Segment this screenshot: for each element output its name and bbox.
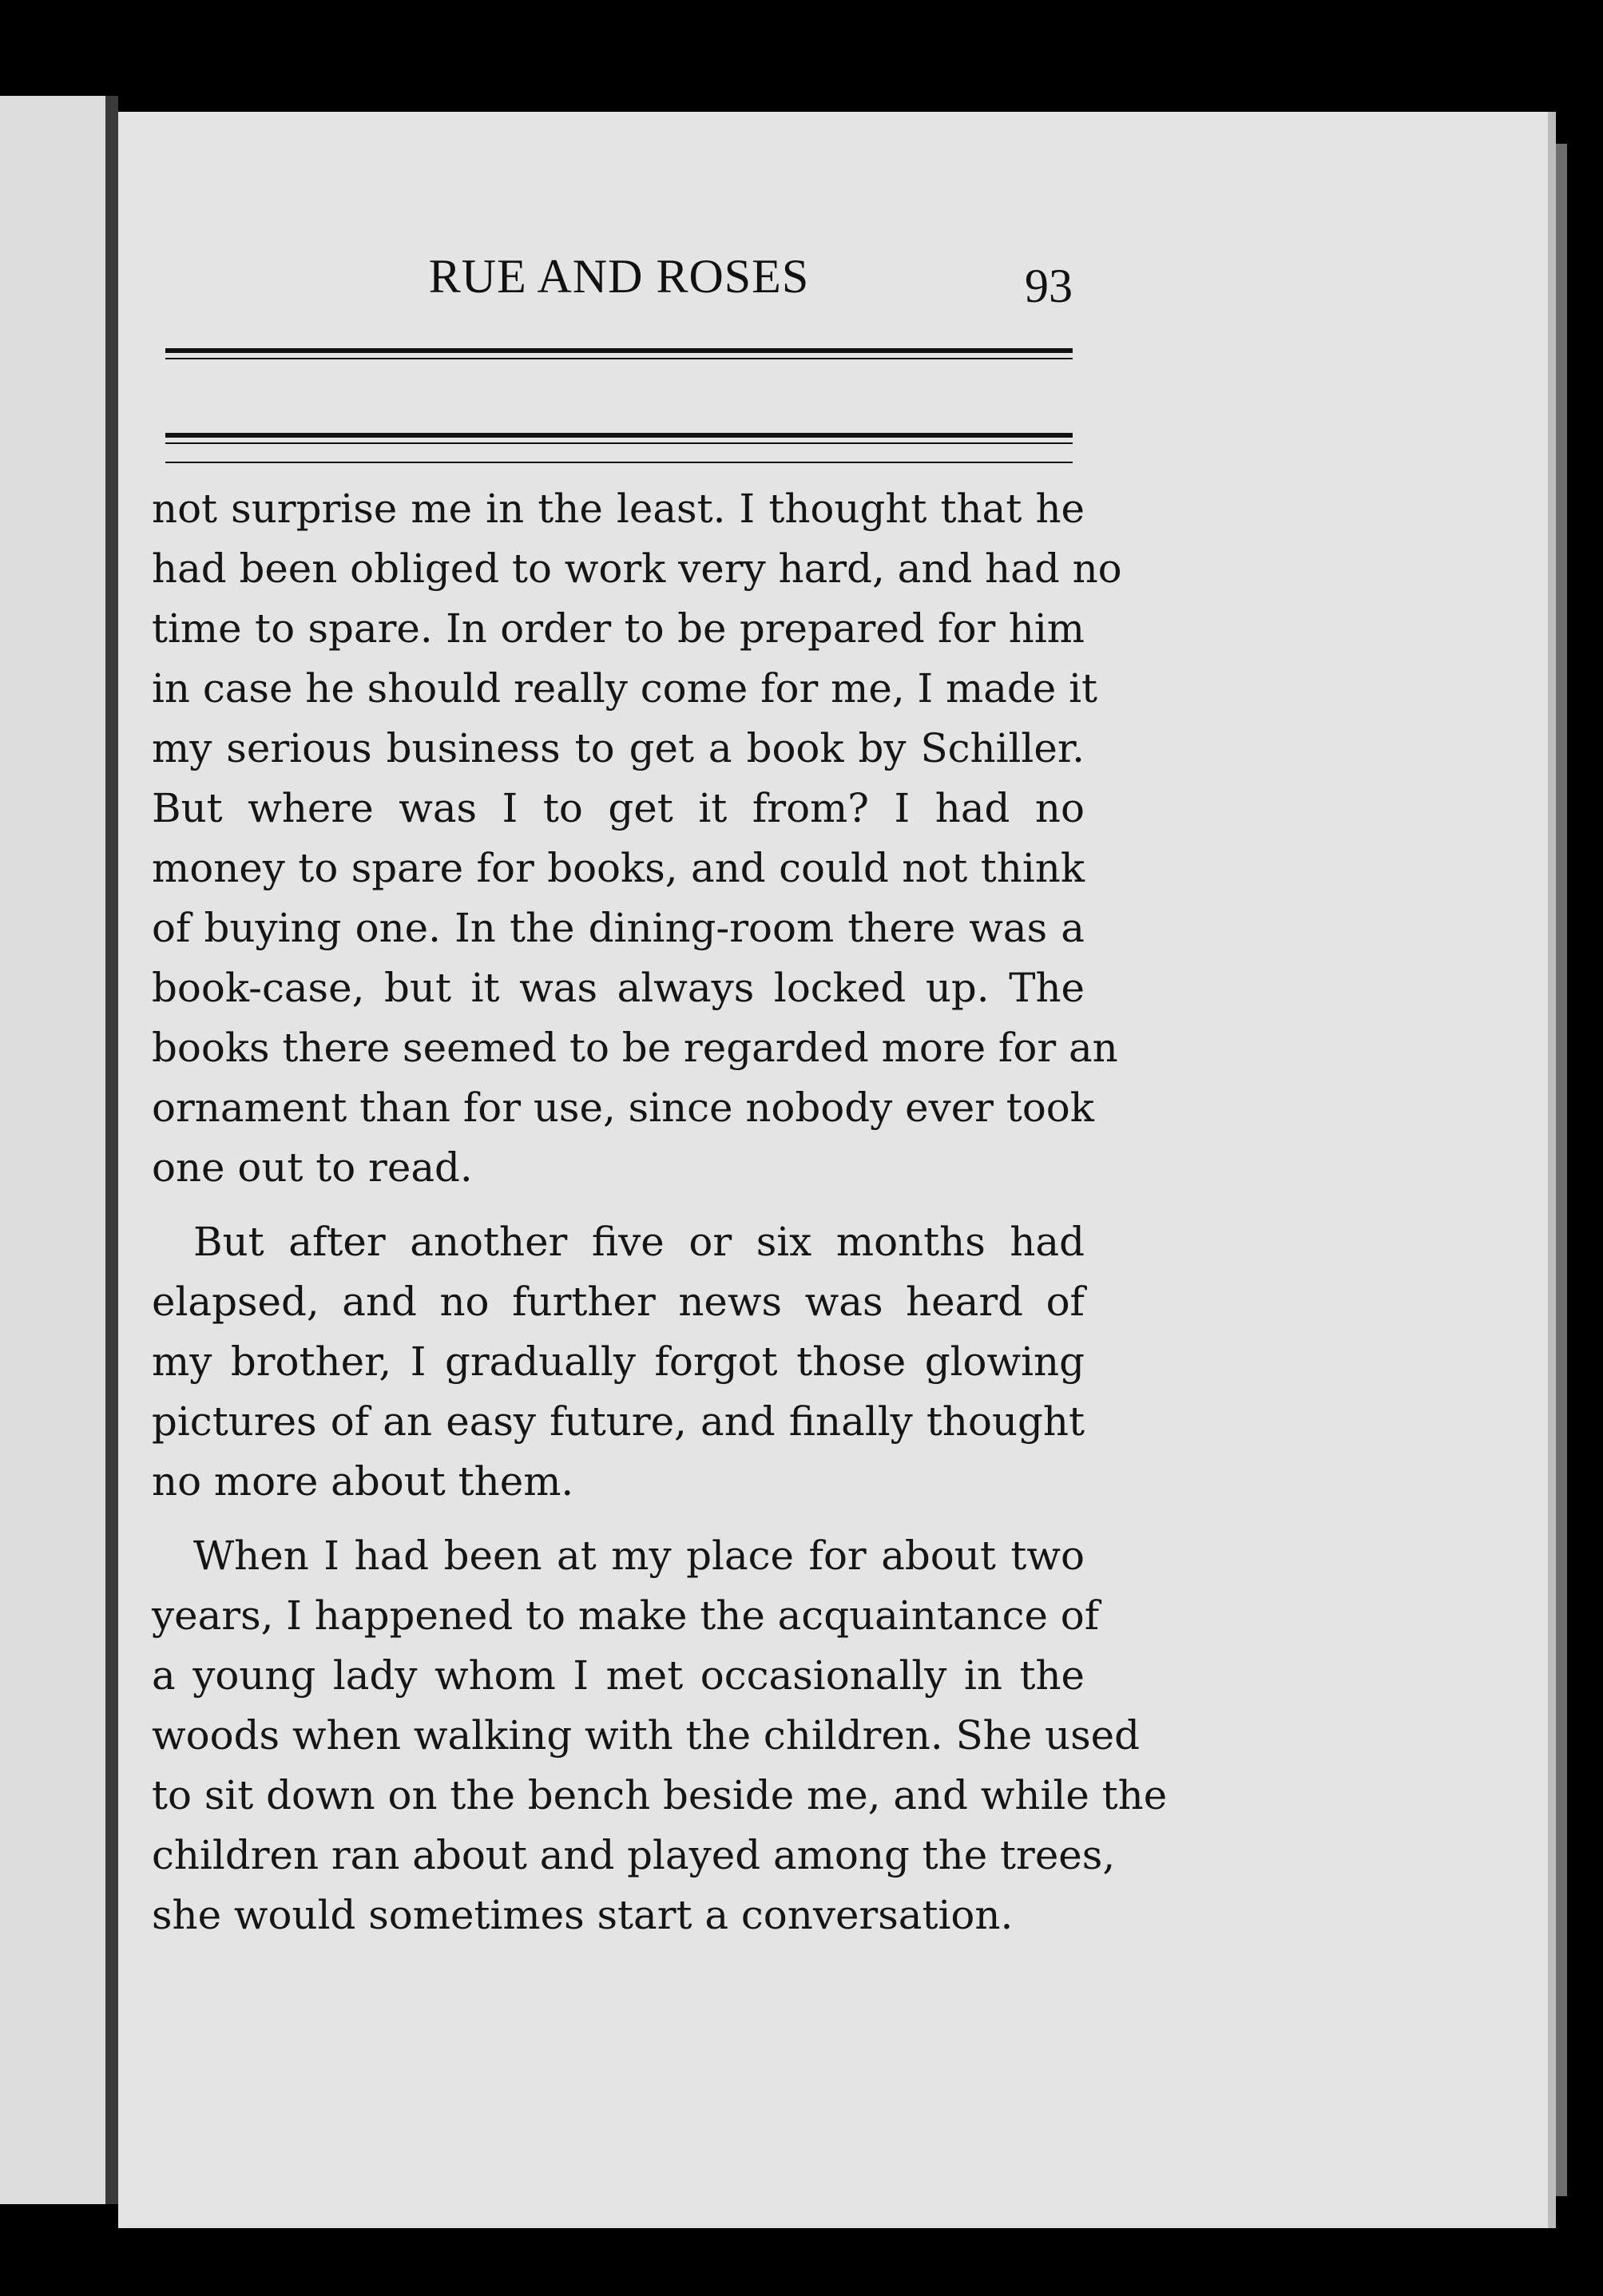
header-bottom-rule-thick xyxy=(165,433,1073,438)
running-title: RUE AND ROSES xyxy=(428,250,810,303)
text-line: elapsed, and no further news was heard of xyxy=(152,1279,1085,1325)
paragraph-1 xyxy=(152,479,1122,1198)
header-top-rule-thick xyxy=(165,348,1073,353)
text-line: book-case, but it was always locked up. The xyxy=(152,965,1085,1011)
text-line: a young lady whom I met occasionally in the xyxy=(152,1652,1085,1699)
text-line: But where was I to get it from? I had no xyxy=(152,785,1085,831)
text-line: in case he should really come for me, I made it xyxy=(152,665,1098,712)
text-line: she would sometimes start a conversation. xyxy=(152,1892,1014,1938)
text-line: my brother, I gradually forgot those glowing xyxy=(152,1338,1085,1385)
running-header xyxy=(165,249,1073,323)
header-bottom-rule-extra xyxy=(165,462,1073,463)
text-line: not surprise me in the least. I thought that he xyxy=(152,486,1085,532)
text-line: pictures of an easy future, and finally thought xyxy=(152,1398,1085,1445)
text-line: children ran about and played among the trees, xyxy=(152,1832,1116,1878)
body-text xyxy=(152,479,1168,1945)
text-line: money to spare for books, and could not think xyxy=(152,845,1085,891)
text-line: But after another five or six months had xyxy=(193,1219,1085,1265)
text-line: one out to read. xyxy=(152,1144,473,1191)
page-number: 93 xyxy=(1025,260,1073,312)
page-edge-shadow xyxy=(1556,144,1567,2196)
text-line: years, I happened to make the acquaintance of xyxy=(152,1592,1100,1639)
text-line: of buying one. In the dining-room there was a xyxy=(152,905,1085,951)
text-line: had been obliged to work very hard, and had no xyxy=(152,545,1122,592)
book-gutter xyxy=(105,96,118,2204)
facing-page-edge xyxy=(0,96,105,2204)
paragraph-2 xyxy=(152,1212,1085,1512)
text-line: books there seemed to be regarded more for an xyxy=(152,1025,1118,1071)
text-line: When I had been at my place for about two xyxy=(193,1533,1085,1579)
text-line: no more about them. xyxy=(152,1458,574,1505)
paragraph-3 xyxy=(152,1526,1168,1945)
header-top-rule-thin xyxy=(165,358,1073,359)
text-line: woods when walking with the children. She used xyxy=(152,1712,1141,1759)
text-line: to sit down on the bench beside me, and while the xyxy=(152,1772,1168,1818)
text-line: time to spare. In order to be prepared for him xyxy=(152,605,1085,652)
text-line: my serious business to get a book by Schiller. xyxy=(152,725,1085,771)
header-bottom-rule-thin xyxy=(165,442,1073,444)
text-line: ornament than for use, since nobody ever took xyxy=(152,1085,1094,1131)
